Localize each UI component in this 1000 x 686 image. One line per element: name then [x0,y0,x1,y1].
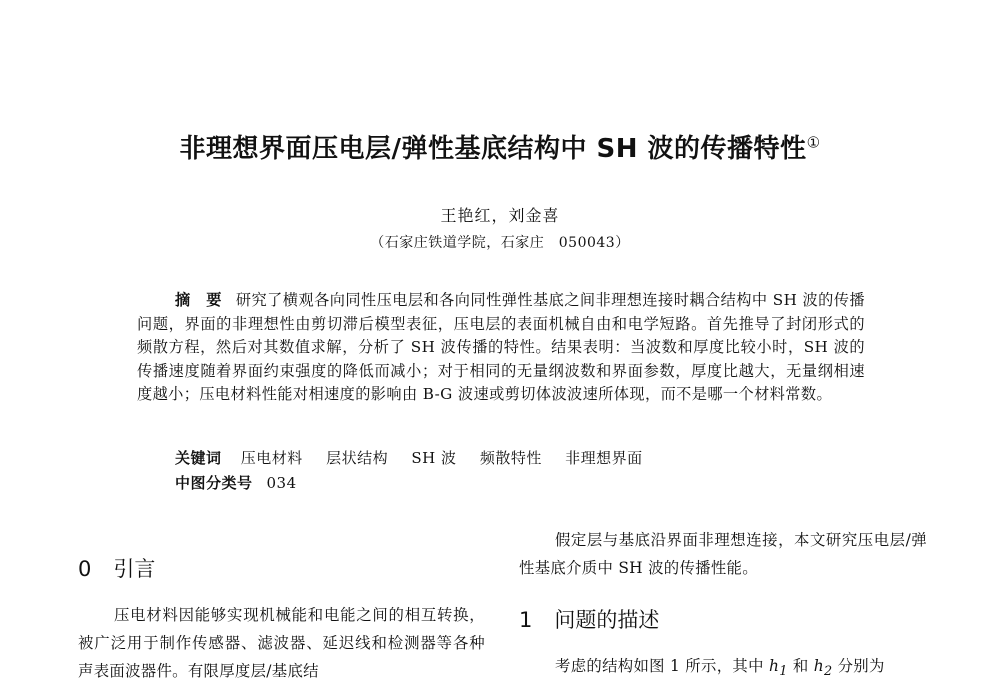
abstract [137,289,865,407]
keyword-item: 频散特性 [479,449,542,467]
section-heading-introduction [78,553,155,583]
keyword-item: 压电材料 [240,449,303,467]
keywords-label: 关键词 [175,449,222,467]
author-list: 王艳红，刘金喜 [440,206,560,225]
keywords [175,447,661,468]
problem-text-end: 分别为 [832,657,885,675]
symbol-h2: $h_2$ [813,657,833,680]
clc-value: 034 [266,474,297,492]
problem-paragraph [519,652,927,686]
title-footnote-mark[interactable]: ① [806,133,821,152]
keyword-item: 层状结构 [326,449,389,467]
keyword-item: 非理想界面 [565,449,643,467]
clc-label: 中图分类号 [175,474,253,492]
paper-title [0,128,1000,165]
symbol-h1: $h_1$ [768,657,788,680]
abstract-label: 摘 要 [175,291,222,309]
problem-text-and: 和 [787,657,814,675]
abstract-text: 研究了横观各向同性压电层和各向同性弹性基底之间非理想连接时耦合结构中 SH 波的传播问题，界面的非理想性由剪切滞后模型表征，压电层的表面机械自由和电学短路。首先推导了封闭形式的频散方程，然后对其数值求解，分析了 SH 波传播的特性。结果表明：当波数和厚度比较小时，SH 波的传播速度随着界面约束强度的降低而减小；对于相同的无量纲波数和界面参数，厚度比越大，无量纲相速度越小；压电材料性能对相速度的影响由 B-G 波速或剪切体波波速所体现，而不是哪一个材料常数。 [137,291,865,403]
section-title: 引言 [113,557,156,581]
classification-code [175,472,297,493]
section-title: 问题的描述 [554,608,660,632]
section-number: 0 [78,557,92,581]
keyword-item: SH 波 [411,449,457,467]
section-number: 1 [519,608,533,632]
author-affiliation: （石家庄铁道学院，石家庄 050043） [370,235,630,251]
section-heading-problem [519,604,659,634]
introduction-paragraph: 压电材料因能够实现机械能和电能之间的相互转换，被广泛用于制作传感器、滤波器、延迟线和检测器等各种声表面波器件。有限厚度层/基底结 [78,606,485,680]
problem-text-start: 考虑的结构如图 1 所示，其中 [555,657,769,675]
right-column-paragraph: 假定层与基底沿界面非理想连接，本文研究压电层/弹性基底介质中 SH 波的传播性能。 [519,531,927,577]
paper-title-text: 非理想界面压电层/弹性基底结构中 SH 波的传播特性 [179,134,807,164]
